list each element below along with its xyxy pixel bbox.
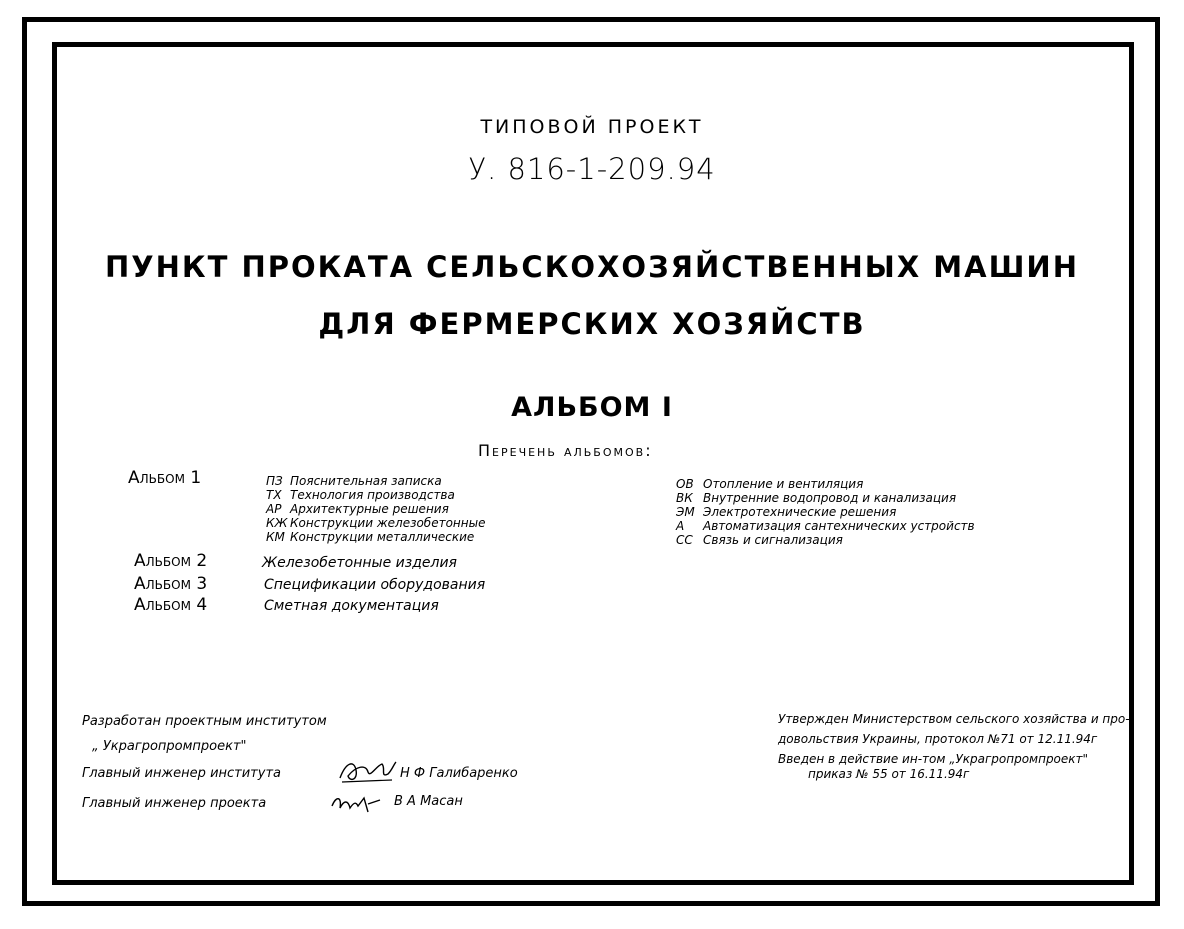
album-2-description: Железобетонные изделия bbox=[262, 555, 457, 571]
albums-list-header: Перечень альбомов: bbox=[478, 441, 653, 460]
project-code: У. 816-1-209.94 bbox=[468, 152, 716, 186]
album-title: АЛЬБОМ I bbox=[511, 392, 673, 423]
section-text: Электротехнические решения bbox=[703, 505, 897, 519]
section-em bbox=[676, 505, 896, 519]
signature-project bbox=[328, 790, 384, 818]
chief-engineer-project-label: Главный инженер проекта bbox=[82, 796, 267, 811]
section-text: Автоматизация сантехнических устройств bbox=[703, 519, 975, 533]
institute-name: „ Украгропромпроект" bbox=[92, 739, 247, 754]
section-code: ОВ bbox=[676, 477, 694, 491]
section-code: АР bbox=[266, 502, 282, 516]
section-text: Отопление и вентиляция bbox=[703, 477, 864, 491]
section-pz bbox=[266, 474, 442, 488]
section-code: ЭМ bbox=[676, 505, 695, 519]
section-code: КЖ bbox=[266, 516, 288, 530]
chief-engineer-project-name: В А Масан bbox=[394, 794, 463, 809]
album-4-description: Сметная документация bbox=[264, 598, 439, 614]
section-km bbox=[266, 530, 474, 544]
signature-institute bbox=[336, 756, 398, 786]
section-ar bbox=[266, 502, 449, 516]
developed-by: Разработан проектным институтом bbox=[82, 714, 327, 729]
section-text: Конструкции железобетонные bbox=[290, 516, 486, 530]
section-code: ТХ bbox=[266, 488, 282, 502]
section-a bbox=[676, 519, 975, 533]
section-ss bbox=[676, 533, 843, 547]
section-code: СС bbox=[676, 533, 693, 547]
album-3-label: Альбом 3 bbox=[134, 574, 208, 594]
section-code: КМ bbox=[266, 530, 285, 544]
album-1-label: Альбом 1 bbox=[128, 468, 202, 488]
section-text: Архитектурные решения bbox=[290, 502, 449, 516]
chief-engineer-institute-label: Главный инженер института bbox=[82, 766, 281, 781]
section-text: Пояснительная записка bbox=[290, 474, 442, 488]
album-3-description: Спецификации оборудования bbox=[264, 577, 486, 593]
main-title-line2: ДЛЯ ФЕРМЕРСКИХ ХОЗЯЙСТВ bbox=[318, 307, 866, 341]
approval-line-2: довольствия Украины, протокол №71 от 12.11.94г bbox=[778, 732, 1098, 746]
type-label: ТИПОВОЙ ПРОЕКТ bbox=[480, 116, 704, 138]
chief-engineer-institute-name: Н Ф Галибаренко bbox=[400, 766, 518, 781]
section-text: Технология производства bbox=[290, 488, 455, 502]
approval-line-3: Введен в действие ин-том „Украгропромпроект" bbox=[778, 752, 1089, 766]
main-title-line1: ПУНКТ ПРОКАТА СЕЛЬСКОХОЗЯЙСТВЕННЫХ МАШИН bbox=[105, 250, 1079, 284]
section-code: А bbox=[676, 519, 685, 533]
section-text: Внутренние водопровод и канализация bbox=[703, 491, 957, 505]
section-tx bbox=[266, 488, 455, 502]
section-kzh bbox=[266, 516, 485, 530]
section-vk bbox=[676, 491, 956, 505]
approval-line-1: Утвержден Министерством сельского хозяйства и про- bbox=[778, 712, 1130, 726]
album-2-label: Альбом 2 bbox=[134, 551, 208, 571]
section-code: ВК bbox=[676, 491, 693, 505]
section-text: Связь и сигнализация bbox=[703, 533, 843, 547]
section-code: ПЗ bbox=[266, 474, 283, 488]
section-text: Конструкции металлические bbox=[290, 530, 475, 544]
approval-line-4: приказ № 55 от 16.11.94г bbox=[808, 767, 970, 781]
section-ov bbox=[676, 477, 863, 491]
album-4-label: Альбом 4 bbox=[134, 595, 208, 615]
